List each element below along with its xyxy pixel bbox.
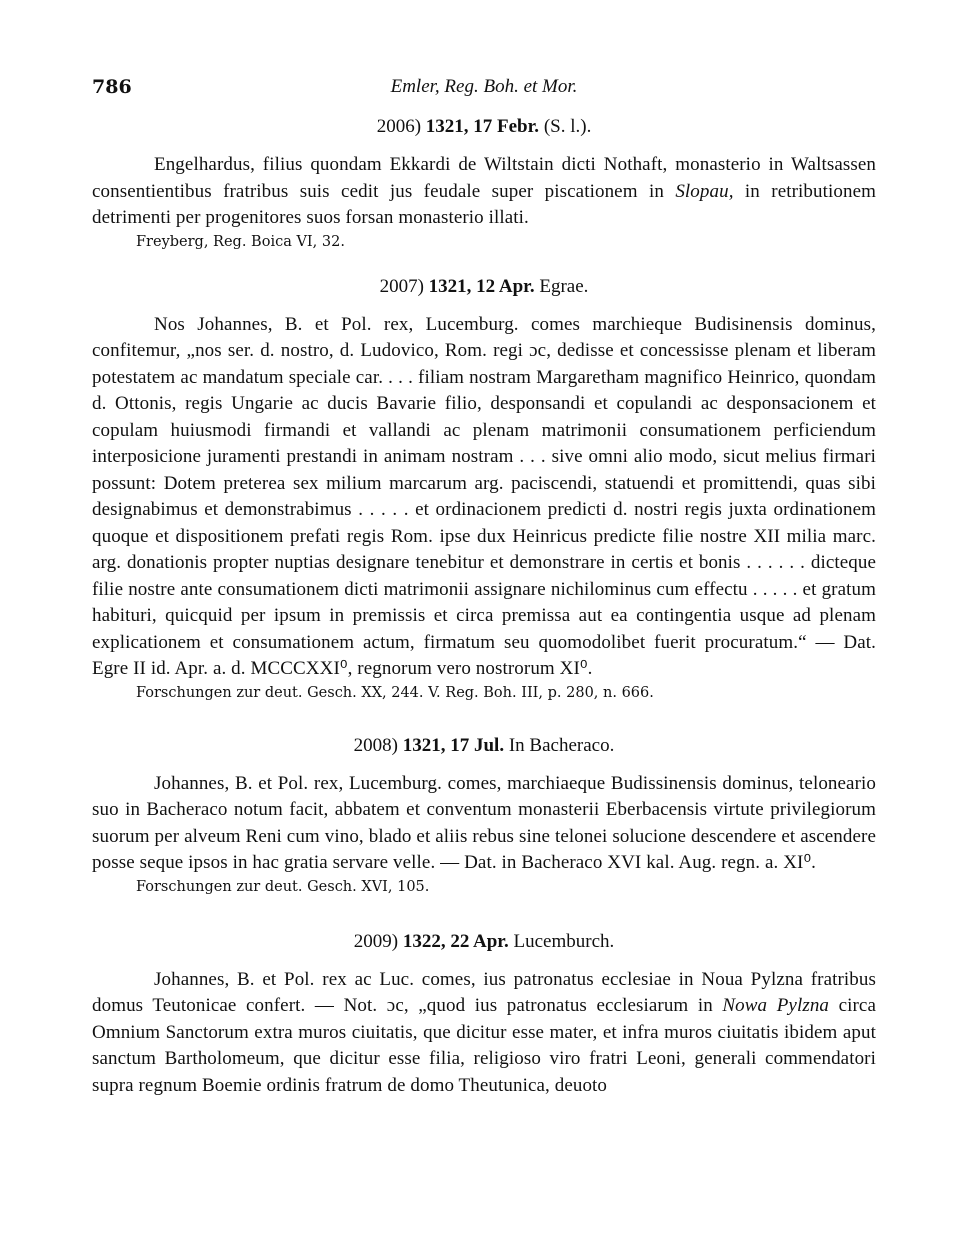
- body-text: Engelhardus, filius quondam Ekkardi de Wiltstain dicti Nothaft, monasterio in Waltsassen consentientibus fratribus suis cedit jus feudale super piscationem in: [92, 154, 876, 202]
- entry-place: In Bacheraco.: [508, 734, 615, 756]
- entry-heading: [92, 931, 876, 953]
- entry-date: 1322, 22 Apr.: [402, 930, 509, 952]
- entry-body: [92, 967, 876, 1100]
- entry-heading: [92, 116, 876, 138]
- entry-date: 1321, 17 Jul.: [402, 734, 505, 756]
- entry-heading: [92, 276, 876, 298]
- body-text: circa Omnium Sanctorum extra muros ciuitatis, que dicitur esse mater, et infra muros ciuitatis ibidem aput sanctum Bartholomeum, que dicitur esse filia, religioso viro fratri Leoni, generali commendatori supra regnum Boemie ordinis fratrum de domo Theutunica, deuoto: [92, 995, 876, 1096]
- page-number: 786: [92, 76, 132, 98]
- running-title: Emler, Reg. Boh. et Mor.: [390, 76, 578, 97]
- entry-2009: [92, 931, 876, 1100]
- entry-body: Johannes, B. et Pol. rex, Lucemburg. comes, marchiaeque Budissinensis dominus, teloneario suo in Bacheraco notum facit, abbatem et conventum monasterii Eberbacensis virtute privilegiorum suorum per alveum Reni cum vino, blado et aliis rebus sine telonei solucione descendere et ascendere posse seque ipsos in hac gratia servare velle. — Dat. in Bacheraco XVI kal. Aug. regn. a. XI⁰.: [92, 772, 876, 873]
- document-page: [92, 70, 876, 1099]
- entry-body: [92, 152, 876, 232]
- entry-2006: [92, 116, 876, 252]
- entry-heading: [92, 735, 876, 757]
- entry-place: Lucemburch.: [513, 930, 615, 952]
- entry-date: 1321, 17 Febr.: [425, 116, 540, 137]
- entry-number: 2009): [353, 930, 399, 952]
- running-head: [92, 70, 876, 110]
- entry-2008: [92, 735, 876, 897]
- body-italic-placename: Slopau,: [675, 180, 734, 202]
- entry-place: Egrae.: [539, 275, 589, 297]
- source-citation: Forschungen zur deut. Gesch. XVI, 105.: [136, 878, 430, 895]
- entry-2007: [92, 276, 876, 703]
- body-italic-placename: Nowa Pylzna: [722, 995, 830, 1016]
- body-text: in retributionem detrimenti per progenitores suos forsan monasterio illati.: [92, 180, 876, 228]
- entry-date: 1321, 12 Apr.: [428, 275, 535, 297]
- source-citation: Forschungen zur deut. Gesch. XX, 244. V. Reg. Boh. III, p. 280, n. 666.: [136, 684, 654, 701]
- entry-place: (S. l.).: [543, 116, 592, 137]
- entry-number: 2008): [353, 734, 398, 756]
- entry-body: Nos Johannes, B. et Pol. rex, Lucemburg. comes marchieque Budisinensis dominus, confitemur, „nos ser. d. nostro, d. Ludovico, Rom. regi ɔc, dedisse et concessisse plenam et liberam potestatem ac mandatum speciale car. . . . filiam nostram Margaretham magnifico Heinrico, quondam d. Ottonis, regis Ungarie ac ducis Bavarie filio, desponsandi et copulandi ac desponsacionem et copulam huiusmodi firmandi et vallandi ac plenam matrimonii consumationem perficiendum interposicione juramenti prestandi in animam nostram . . . sive omni alio modo, sicut melius firmari possunt: Dotem preterea sex milium marcarum arg. paciscendi, statuendi et promittendi, quas sibi designabimus et demonstrabimus . . . . . et ordinacionem predicti d. nostri regis juxta ordinationem quoque et dispositionem prefati regis Rom. ipse dux Heinricus predicte filie nostre XII milia marc. arg. donationis propter nuptias designare tenebitur et demonstrare in certis et bonis . . . . . . dicteque filie nostre ante consumationem dicti matrimonii assignare nichilominus cum effectu . . . . . et gratum habituri, quicquid per ipsum in premissis et circa premissa aut ea contingentia usque ad plenam explicationem et consumationem actum, firmatum seu quomodolibet fuerit procuratum.“ — Dat. Egre II id. Apr. a. d. MCCCXXI⁰, regnorum vero nostrorum XI⁰.: [92, 313, 876, 679]
- entry-number: 2006): [376, 116, 422, 137]
- source-citation: Freyberg, Reg. Boica VI, 32.: [136, 233, 345, 250]
- body-text: Johannes, B. et Pol. rex ac Luc. comes, ius patronatus ecclesiae in Noua Pylzna fratribus domus Teutonicae confert. — Not. ɔc, „quod ius patronatus ecclesiarum in: [92, 968, 876, 1016]
- entry-number: 2007): [379, 275, 424, 297]
